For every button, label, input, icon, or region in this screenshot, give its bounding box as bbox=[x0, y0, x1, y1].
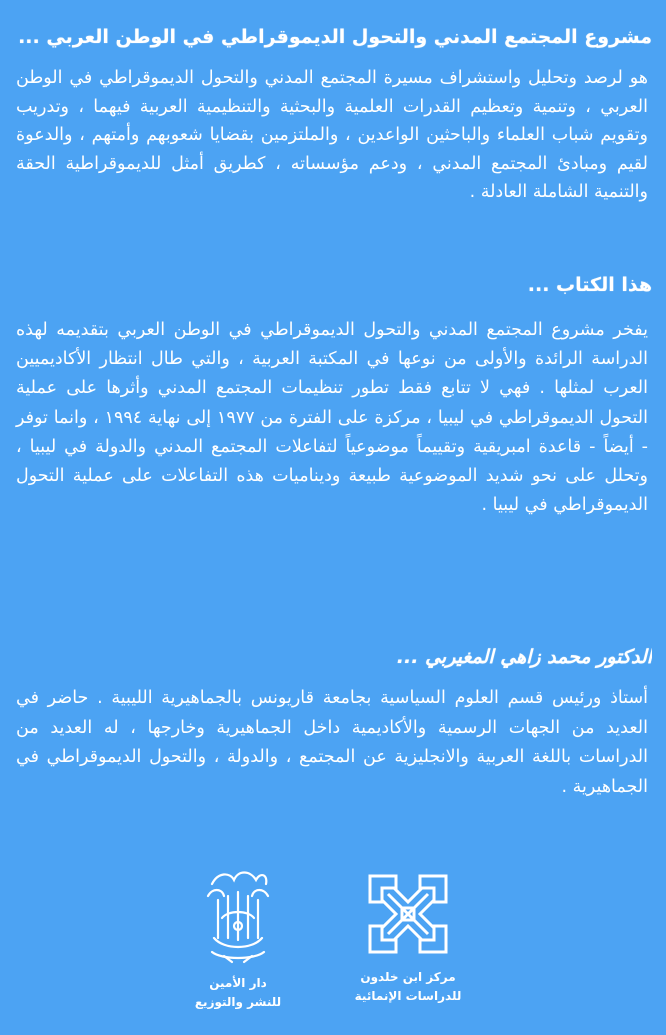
publisher-subtitle: للدراسات الإنمائية bbox=[354, 989, 462, 1003]
book-heading: هذا الكتاب ... bbox=[527, 274, 652, 296]
ibn-khaldun-center-publisher bbox=[328, 868, 488, 1006]
publisher-subtitle: للنشر والتوزيع bbox=[194, 995, 282, 1009]
publisher-name: مركز ابن خلدون bbox=[360, 970, 456, 984]
publisher-name: دار الأمين bbox=[209, 976, 267, 990]
author-heading: الدكتور محمد زاهي المغيربي ... bbox=[396, 646, 652, 668]
ibn-khaldun-center-logo-icon bbox=[362, 868, 454, 960]
dar-al-amin-logo-icon bbox=[198, 866, 278, 966]
project-paragraph: هو لرصد وتحليل واستشراف مسيرة المجتمع المدني والتحول الديموقراطي في الوطن العربي ، وتنمية وتعظيم القدرات العلمية والبحثية والتنظيمية العربية فيهما ، وتدريب وتقويم شباب العلماء والباحثين الواعدين ، والملتزمين بقضايا شعوبهم وأمتهم ، والدعوة لقيم ومبادئ المجتمع المدني ، ودعم مؤسساته ، كطريق أمثل للديموقراطية الحقة والتنمية الشاملة العادلة . bbox=[16, 68, 648, 203]
project-heading: مشروع المجتمع المدني والتحول الديموقراطي في الوطن العربي ... bbox=[18, 26, 652, 48]
dar-al-amin-publisher bbox=[158, 866, 318, 1012]
book-paragraph: يفخر مشروع المجتمع المدني والتحول الديموقراطي في الوطن العربي بتقديمه لهذه الدراسة الرائدة والأولى من نوعها في المكتبة العربية ، والتي طال انتظار الأكاديميين العرب لمثلها . فهي لا تتابع فقط تطور تنظيمات المجتمع المدني وأثرها على عملية التحول الديموقراطي في ليبيا ، مركزة على الفترة من ١٩٧٧ إلى نهاية ١٩٩٤ ، وانما توفر - أيضاً - قاعدة امبريقية وتقييماً موضوعياً لتفاعلات المجتمع المدني والدولة في ليبيا ، وتحلل على نحو شديد الموضوعية طبيعة وديناميات هذه التفاعلات على عملية التحول الديموقراطي في ليبيا . bbox=[16, 320, 648, 516]
author-paragraph: أستاذ ورئيس قسم العلوم السياسية بجامعة قاريونس بالجماهيرية الليبية . حاضر في العديد من الجهات الرسمية والأكاديمية داخل الجماهيرية وخارجها ، له العديد من الدراسات باللغة العربية والانجليزية عن المجتمع ، والدولة ، والتحول الديموقراطي في الجماهيرية . bbox=[16, 688, 648, 797]
